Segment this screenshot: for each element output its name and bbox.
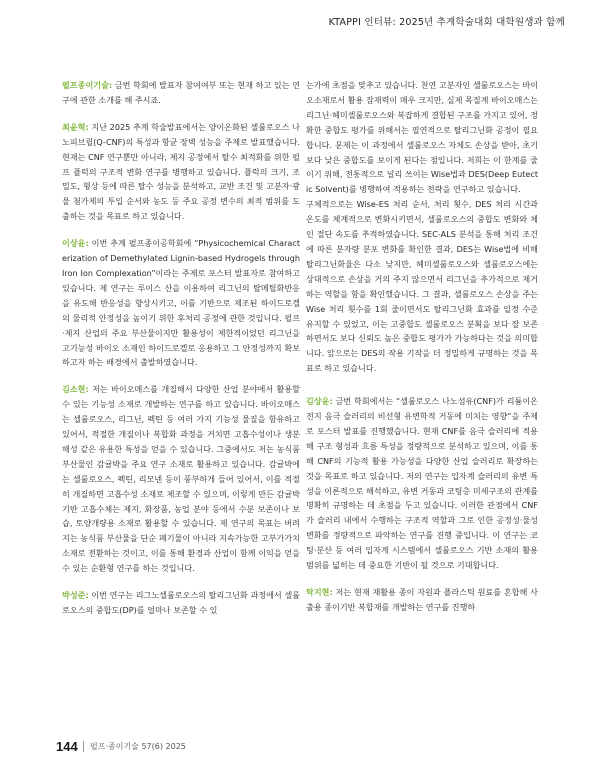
paragraph-text: 저는 현재 재활용 종이 자원과 플라스틱 원료를 혼합해 사출용 종이기반 복합재를 개발하는 연구를 진행하 (306, 587, 538, 612)
paragraph-text: 구체적으로는 Wise-ES 처리 순서, 처리 횟수, DES 처리 시간과 온도를 체계적으로 변화시키면서, 셀룰로오스의 중합도 변화와 체인 절단 속도를 추적하였습니다. SEC-ALS 분석을 통해 처리 조건에 따른 분자량 분포 변화를 확인한 결과, DES는 Wise법에 비해 탈리그닌화율은 다소 낮지만, 헤미셀룰로오스와 셀룰로오스에는 상대적으로 손상을 거의 주지 않으면서 리그닌을 추가적으로 제거하는 역할을 함을 확인했습니다. 그 결과, 셀룰로오스 손상을 주는 Wise 처리 횟수를 1회 줄이면서도 탈리그닌화 효과를 일정 수준 유지할 수 있었고, 이는 고중합도 셀룰로오스 분획을 보다 잘 보존하면서도 보다 신뢰도 높은 중합도 평가가 가능하다는 것을 의미합니다. 앞으로는 DES의 작용 기작을 더 정밀하게 규명하는 것을 목표로 하고 있습니다. (306, 199, 538, 374)
paragraph-text: 금번 학회에 발표자 참여여부 또는 현재 하고 있는 연구에 관한 소개를 해 주시죠. (62, 80, 300, 105)
page-number: 144 (56, 739, 78, 754)
speaker-label: 김상윤: (306, 396, 333, 407)
paragraph-text: 금번 학회에서는 “셀룰로오스 나노섬유(CNF)가 리튬이온전지 음극 슬러리의 비선형 유변학적 거동에 미치는 영향”을 주제로 포스터 발표를 진행했습니다. 현재 CNF를 음극 슬러리에 적용해 구조 형성과 흐름 특성을 정량적으로 분석하고 있으며, 이를 통해 CNF의 기능적 활용 가능성을 다양한 산업 슬러리로 확장하는 것을 목표로 하고 있습니다. 저의 연구는 입자계 슬러리의 유변 특성을 이론적으로 해석하고, 유변 거동과 코팅층 미세구조의 관계를 명확히 규명하는 데 초점을 두고 있습니다. 이러한 관점에서 CNF가 슬러리 내에서 수행하는 구조적 역할과 그로 인한 공정성·물성 변화를 정량적으로 파악하는 연구를 진행 중입니다. 이 연구는 코팅·분산 등 여러 입자계 시스템에서 셀룰로오스 기반 소재의 활용 범위를 넓히는 데 중요한 기반이 될 것으로 기대합니다. (306, 396, 538, 571)
paragraph (306, 78, 538, 197)
speaker-label: 최윤혁: (62, 121, 89, 132)
speaker-label: 이상윤: (62, 238, 89, 249)
paragraph (62, 588, 300, 618)
speaker-label: 펄프종이기술: (62, 80, 113, 90)
paragraph-text: 저는 바이오매스를 개질해서 다양한 산업 분야에서 활용할 수 있는 기능성 소재로 개발하는 연구를 하고 있습니다. 바이오매스는 셀룰로오스, 리그닌, 펙틴 등 여러 가지 기능성 물질을 함유하고 있어서, 적절한 개질이나 복합화 과정을 거치면 고흡수성이나 생분해성 같은 유용한 특성을 얻을 수 있습니다. 그중에서도 저는 농식품 부산물인 감귤박을 주요 연구 소재로 활용하고 있습니다. 감귤박에는 셀룰로오스, 펙틴, 리모넨 등이 풍부하게 들어 있어서, 이를 적절히 개질하면 고흡수성 소재로 제조할 수 있으며, 이렇게 만든 감귤박 기반 고흡수체는 제지, 화장품, 농업 분야 등에서 수분 보존이나 보습, 토양개량용 소재로 활용할 수 있습니다. 제 연구의 목표는 버려지는 농식품 부산물을 단순 폐기물이 아니라 지속가능한 고부가가치 소재로 전환하는 것이고, 이를 통해 환경과 산업이 함께 이익을 얻을 수 있는 순환형 연구를 하는 것입니다. (62, 384, 300, 574)
paragraph (62, 382, 300, 576)
running-header: KTAPPI 인터뷰: 2025년 추계학술대회 대학원생과 함께 (328, 17, 565, 28)
paragraph (306, 197, 538, 376)
right-column (306, 78, 538, 615)
left-column (62, 78, 300, 618)
paragraph-text: 는가에 초점을 맞추고 있습니다. 천연 고분자인 셀룰로오스는 바이오소재로서 활용 잠재력이 매우 크지만, 실제 목질계 바이오매스는 리그닌·헤미셀룰로오스와 복잡하게 결합된 구조를 가지고 있어, 정확한 중합도 평가를 위해서는 필연적으로 탈리그닌화 공정이 필요합니다. 문제는 이 과정에서 셀룰로오스 자체도 손상을 받아, 초기보다 낮은 중합도를 보이게 된다는 점입니다. 저희는 이 한계를 줄이기 위해, 전통적으로 널리 쓰이는 Wise법과 DES(Deep Eutectic Solvent)를 병행하여 적용하는 전략을 연구하고 있습니다. (306, 80, 538, 195)
speaker-label: 김소현: (62, 384, 89, 395)
journal-citation: 펄프·종이기술 57(6) 2025 (90, 742, 186, 751)
paragraph (62, 120, 300, 224)
speaker-label: 탁지현: (306, 587, 333, 597)
paragraph-text: 지난 2025 추계 학술발표에서는 양이온화된 셀룰로오스 나노피브릴(Q-CNF)의 특성과 항균 장벽 성능을 주제로 발표했습니다. 현재는 CNF 연구뿐만 아니라, 제지 공정에서 탈수 최적화를 위한 펄프 플럭의 구조적 변화 연구를 병행하고 있습니다. 플럭의 크기, 조밀도, 형상 등에 따른 탈수 성능을 분석하고, 교반 조건 및 고분자·광물 첨가제의 투입 순서와 농도 등 주요 공정 변수의 최적 범위를 도출하는 것을 목표로 하고 있습니다. (62, 121, 300, 222)
paragraph (62, 78, 300, 108)
paragraph (306, 394, 538, 573)
paragraph (62, 236, 300, 370)
paragraph-text: 이번 추계 펄프종이공학회에 “Physicochemical Characterization of Demethylated Lignin-based Hydrogels through Iron Ion Complexation”이라는 주제로 포스터 발표자로 참여하고 있습니다. 제 연구는 루이스 산을 이용하여 리그닌의 탈메틸화반응을 유도해 반응성을 향상시키고, 이를 기반으로 제조된 하이드로겔의 물리적 안정성을 높이기 위한 후처리 공정에 관한 것입니다. 펄프·제지 산업의 주요 부산물이지만 활용성이 제한적이었던 리그닌을 고기능성 바이오 소재인 하이드로겔로 응용하고 그 안정성까지 확보하고자 하는 배경에서 출발하였습니다. (62, 238, 300, 368)
paragraph-text: 이번 연구는 리그노셀룰로오스의 탈리그닌화 과정에서 셀룰로오스의 중합도(DP)를 얼마나 보존할 수 있 (62, 590, 300, 615)
speaker-label: 박성준: (62, 590, 89, 601)
paragraph (306, 585, 538, 615)
page-footer (56, 739, 536, 753)
footer-divider (83, 741, 84, 752)
